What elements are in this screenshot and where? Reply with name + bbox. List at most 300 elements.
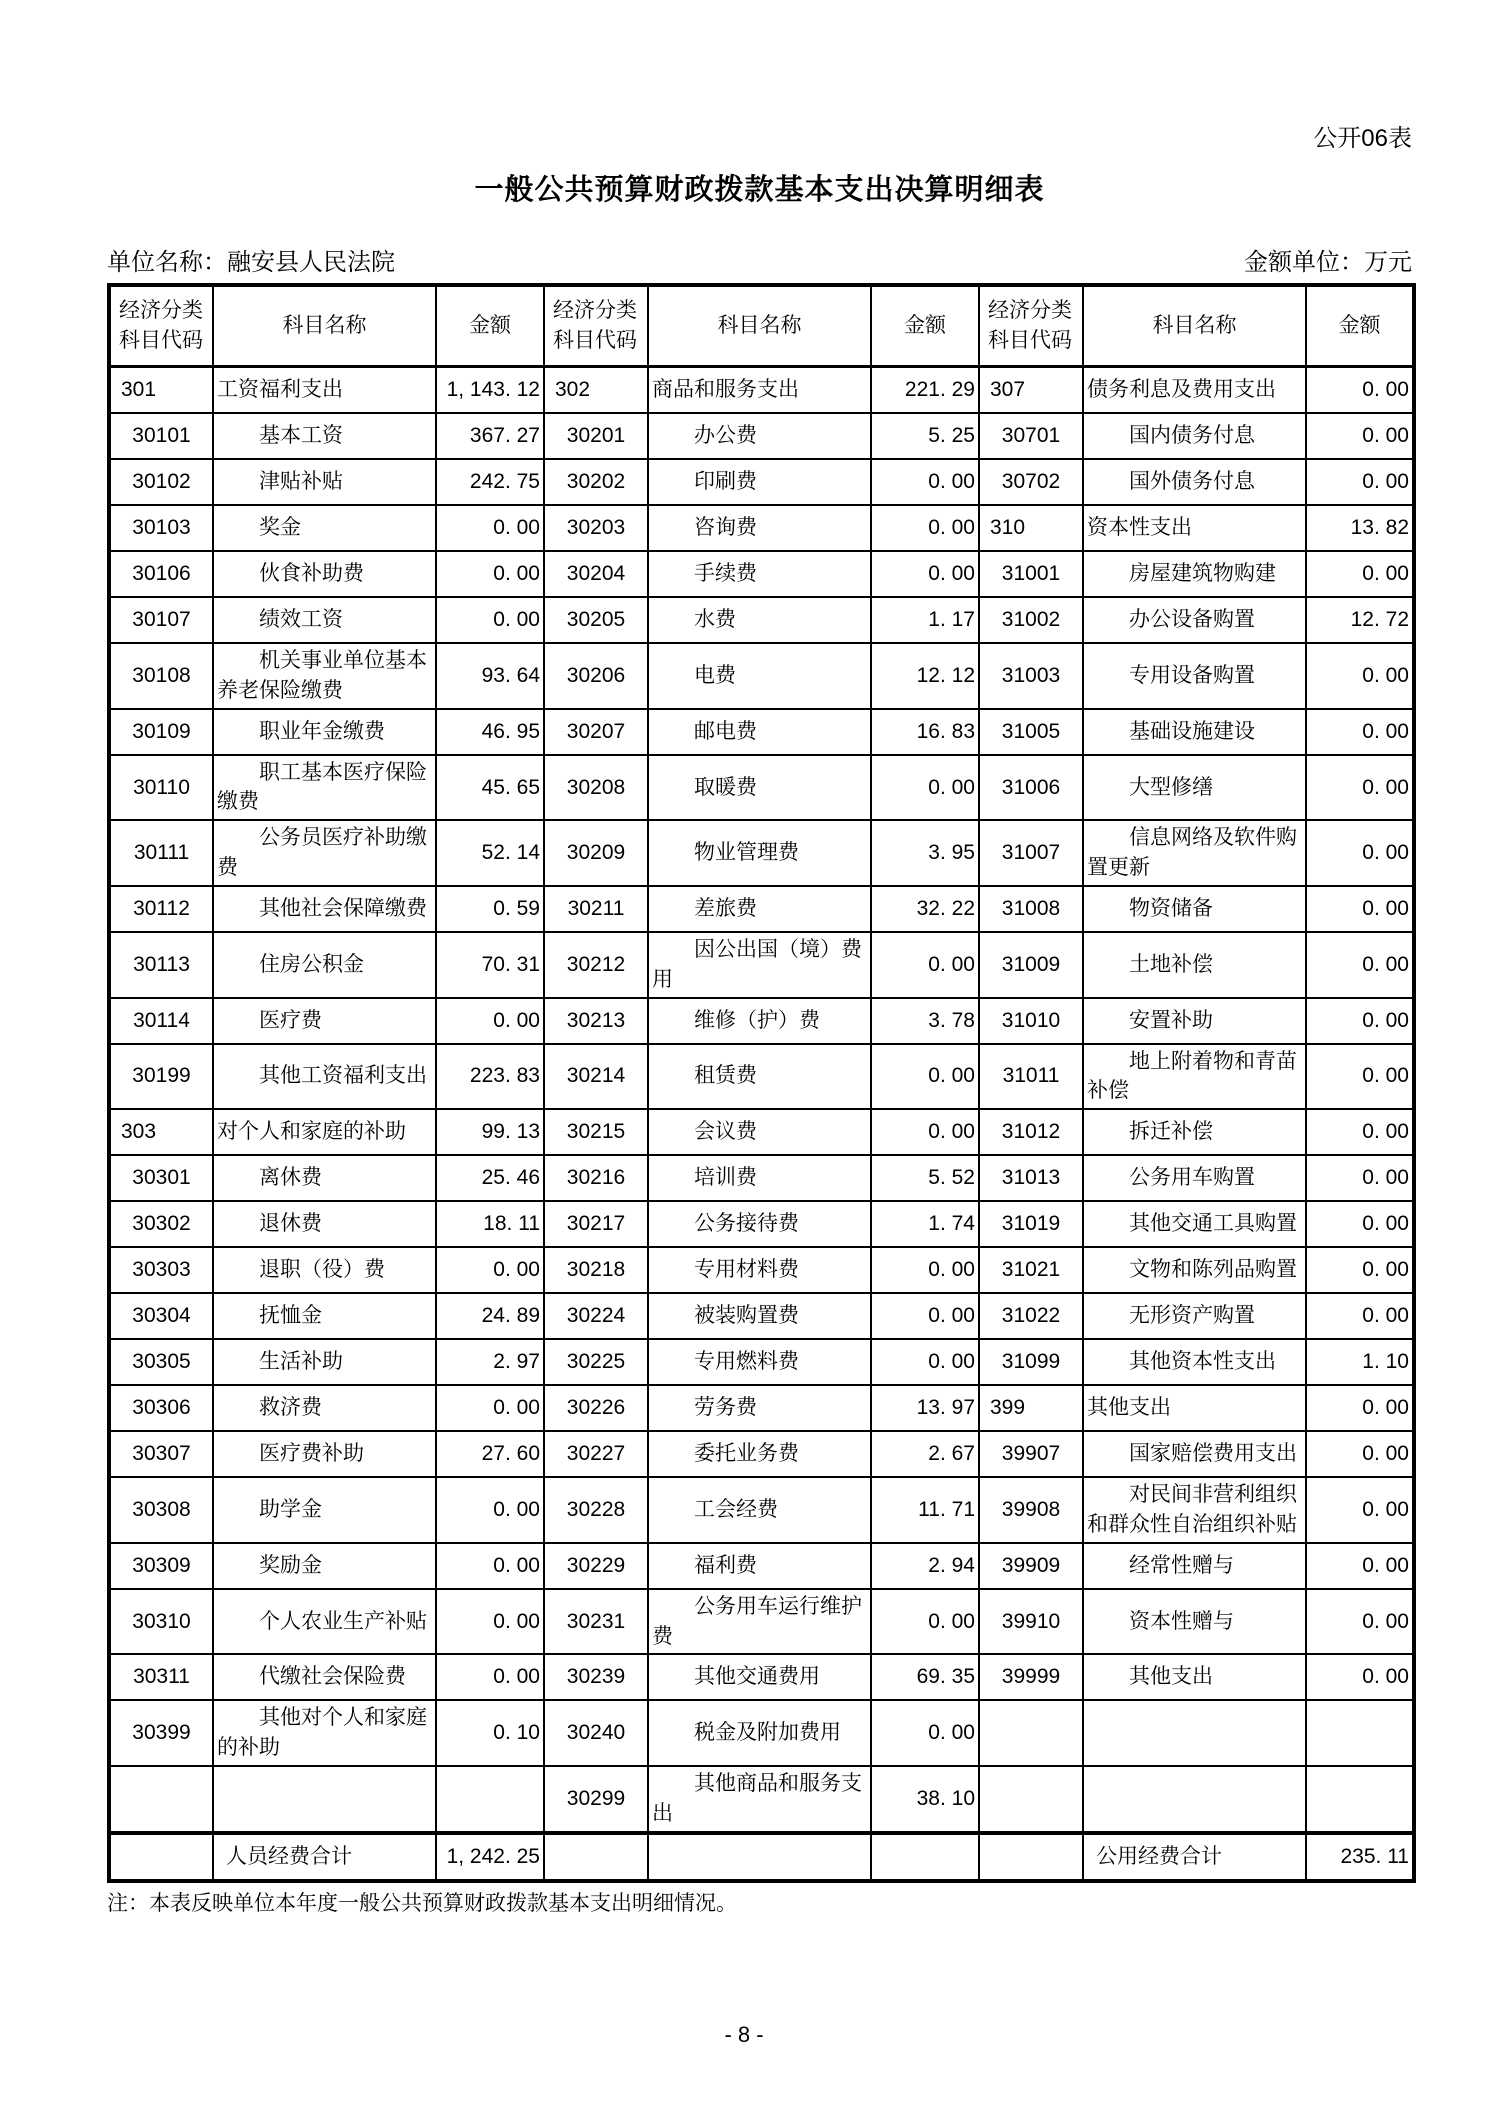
table-row <box>109 505 1414 551</box>
code-cell: 31099 <box>979 1339 1083 1385</box>
amount-cell: 46. 95 <box>436 709 544 755</box>
amount-cell: 2. 97 <box>436 1339 544 1385</box>
amount-cell: 0. 00 <box>871 1109 979 1155</box>
amount-cell: 0. 00 <box>871 505 979 551</box>
code-cell: 30218 <box>544 1247 648 1293</box>
amount-cell: 0. 00 <box>1306 1247 1414 1293</box>
amount-cell: 0. 00 <box>1306 820 1414 886</box>
subject-name-cell: 手续费 <box>648 551 871 597</box>
code-cell: 31013 <box>979 1155 1083 1201</box>
amount-cell: 0. 00 <box>436 1543 544 1589</box>
subject-name-cell <box>648 1833 871 1881</box>
code-cell: 30309 <box>109 1543 213 1589</box>
code-cell: 30208 <box>544 755 648 821</box>
table-row <box>109 1700 1414 1766</box>
code-cell: 30224 <box>544 1293 648 1339</box>
subject-name-cell: 被装购置费 <box>648 1293 871 1339</box>
amount-cell: 0. 00 <box>1306 1431 1414 1477</box>
code-cell: 31005 <box>979 709 1083 755</box>
code-cell: 30702 <box>979 459 1083 505</box>
code-cell: 39907 <box>979 1431 1083 1477</box>
subject-name-cell: 信息网络及软件购置更新 <box>1083 820 1306 886</box>
amount-cell: 0. 59 <box>436 886 544 932</box>
amount-cell: 3. 78 <box>871 998 979 1044</box>
amount-cell: 0. 00 <box>1306 1543 1414 1589</box>
subject-name-cell: 咨询费 <box>648 505 871 551</box>
amount-cell: 0. 00 <box>871 1339 979 1385</box>
code-cell: 30229 <box>544 1543 648 1589</box>
subject-name-cell: 公务用车购置 <box>1083 1155 1306 1201</box>
subject-name-cell: 税金及附加费用 <box>648 1700 871 1766</box>
subject-name-cell: 专用设备购置 <box>1083 643 1306 709</box>
amount-cell: 12. 12 <box>871 643 979 709</box>
amount-cell: 0. 00 <box>871 755 979 821</box>
subject-name-cell: 其他支出 <box>1083 1654 1306 1700</box>
code-cell: 303 <box>109 1109 213 1155</box>
subject-name-cell: 专用燃料费 <box>648 1339 871 1385</box>
subject-name-cell: 物业管理费 <box>648 820 871 886</box>
amount-cell: 0. 00 <box>1306 367 1414 414</box>
code-cell: 30399 <box>109 1700 213 1766</box>
amount-cell: 221. 29 <box>871 367 979 414</box>
amount-cell: 0. 00 <box>1306 1155 1414 1201</box>
amount-cell: 1, 143. 12 <box>436 367 544 414</box>
table-row <box>109 459 1414 505</box>
amount-cell: 0. 00 <box>436 505 544 551</box>
table-row <box>109 1766 1414 1833</box>
subject-name-cell: 公务用车运行维护费 <box>648 1589 871 1655</box>
code-cell: 30211 <box>544 886 648 932</box>
code-cell: 30199 <box>109 1044 213 1110</box>
amount-cell: 0. 00 <box>1306 1293 1414 1339</box>
code-cell: 30226 <box>544 1385 648 1431</box>
subject-name-cell: 医疗费补助 <box>213 1431 436 1477</box>
amount-cell: 1. 17 <box>871 597 979 643</box>
table-body <box>109 367 1414 1881</box>
table-row <box>109 1477 1414 1543</box>
code-cell: 30113 <box>109 932 213 998</box>
subject-name-cell: 救济费 <box>213 1385 436 1431</box>
amount-cell: 18. 11 <box>436 1201 544 1247</box>
table-row <box>109 998 1414 1044</box>
subject-name-cell: 邮电费 <box>648 709 871 755</box>
subject-name-cell: 公用经费合计 <box>1083 1833 1306 1881</box>
amount-cell: 235. 11 <box>1306 1833 1414 1881</box>
subject-name-cell: 经常性赠与 <box>1083 1543 1306 1589</box>
subject-name-cell: 职业年金缴费 <box>213 709 436 755</box>
code-cell: 30301 <box>109 1155 213 1201</box>
table-row <box>109 1431 1414 1477</box>
form-tag: 公开06表 <box>1313 125 1412 152</box>
amount-cell: 93. 64 <box>436 643 544 709</box>
code-cell <box>979 1700 1083 1766</box>
amount-cell: 0. 00 <box>871 1293 979 1339</box>
code-cell: 30101 <box>109 413 213 459</box>
code-cell: 30207 <box>544 709 648 755</box>
code-cell: 301 <box>109 367 213 414</box>
amount-cell: 2. 67 <box>871 1431 979 1477</box>
subject-name-cell: 电费 <box>648 643 871 709</box>
code-cell: 30307 <box>109 1431 213 1477</box>
amount-cell: 0. 00 <box>1306 459 1414 505</box>
subject-name-cell: 退休费 <box>213 1201 436 1247</box>
meta-row <box>107 242 1412 277</box>
amount-cell: 1, 242. 25 <box>436 1833 544 1881</box>
code-cell: 31008 <box>979 886 1083 932</box>
subject-name-cell: 拆迁补偿 <box>1083 1109 1306 1155</box>
amount-cell: 1. 10 <box>1306 1339 1414 1385</box>
code-cell: 30306 <box>109 1385 213 1431</box>
subject-name-cell: 公务员医疗补助缴费 <box>213 820 436 886</box>
amount-cell: 24. 89 <box>436 1293 544 1339</box>
header-code-1: 经济分类 科目代码 <box>109 285 213 367</box>
subject-name-cell: 基础设施建设 <box>1083 709 1306 755</box>
amount-cell: 11. 71 <box>871 1477 979 1543</box>
subject-name-cell: 其他支出 <box>1083 1385 1306 1431</box>
amount-cell: 52. 14 <box>436 820 544 886</box>
amount-cell: 0. 00 <box>436 1247 544 1293</box>
amount-unit: 金额单位：万元 <box>1244 249 1412 276</box>
code-cell: 31021 <box>979 1247 1083 1293</box>
amount-cell <box>436 1766 544 1833</box>
subject-name-cell: 奖金 <box>213 505 436 551</box>
table-row <box>109 367 1414 414</box>
subject-name-cell: 国内债务付息 <box>1083 413 1306 459</box>
amount-cell: 0. 00 <box>1306 1654 1414 1700</box>
subject-name-cell: 资本性支出 <box>1083 505 1306 551</box>
code-cell: 31002 <box>979 597 1083 643</box>
code-cell: 30228 <box>544 1477 648 1543</box>
code-cell: 30201 <box>544 413 648 459</box>
subject-name-cell: 抚恤金 <box>213 1293 436 1339</box>
amount-cell: 0. 00 <box>1306 755 1414 821</box>
amount-cell: 0. 00 <box>871 459 979 505</box>
amount-cell: 0. 00 <box>1306 1201 1414 1247</box>
subject-name-cell: 其他社会保障缴费 <box>213 886 436 932</box>
amount-cell: 70. 31 <box>436 932 544 998</box>
code-cell: 30304 <box>109 1293 213 1339</box>
subject-name-cell: 债务利息及费用支出 <box>1083 367 1306 414</box>
amount-cell: 99. 13 <box>436 1109 544 1155</box>
unit-name: 单位名称：融安县人民法院 <box>107 249 395 276</box>
amount-cell: 0. 00 <box>871 1247 979 1293</box>
subject-name-cell: 津贴补贴 <box>213 459 436 505</box>
amount-cell: 0. 00 <box>1306 1477 1414 1543</box>
table-row <box>109 551 1414 597</box>
table-row <box>109 1109 1414 1155</box>
amount-cell: 242. 75 <box>436 459 544 505</box>
subject-name-cell: 公务接待费 <box>648 1201 871 1247</box>
amount-cell: 38. 10 <box>871 1766 979 1833</box>
subject-name-cell: 福利费 <box>648 1543 871 1589</box>
code-cell: 30106 <box>109 551 213 597</box>
code-cell: 30205 <box>544 597 648 643</box>
code-cell: 30111 <box>109 820 213 886</box>
code-cell: 302 <box>544 367 648 414</box>
amount-cell: 0. 00 <box>436 998 544 1044</box>
subject-name-cell: 文物和陈列品购置 <box>1083 1247 1306 1293</box>
table-row <box>109 1155 1414 1201</box>
table-row <box>109 709 1414 755</box>
subject-name-cell: 其他交通工具购置 <box>1083 1201 1306 1247</box>
amount-cell: 25. 46 <box>436 1155 544 1201</box>
table-row <box>109 597 1414 643</box>
page-number: - 8 - <box>724 2022 764 2047</box>
subject-name-cell: 其他交通费用 <box>648 1654 871 1700</box>
amount-cell: 0. 00 <box>871 1044 979 1110</box>
subject-name-cell: 安置补助 <box>1083 998 1306 1044</box>
subject-name-cell: 会议费 <box>648 1109 871 1155</box>
subject-name-cell: 离休费 <box>213 1155 436 1201</box>
amount-cell: 13. 97 <box>871 1385 979 1431</box>
header-name-1: 科目名称 <box>213 285 436 367</box>
amount-cell: 12. 72 <box>1306 597 1414 643</box>
code-cell: 31019 <box>979 1201 1083 1247</box>
subject-name-cell: 个人农业生产补贴 <box>213 1589 436 1655</box>
code-cell: 31007 <box>979 820 1083 886</box>
subject-name-cell: 住房公积金 <box>213 932 436 998</box>
amount-cell: 0. 00 <box>436 1477 544 1543</box>
amount-cell: 5. 25 <box>871 413 979 459</box>
subject-name-cell: 医疗费 <box>213 998 436 1044</box>
code-cell: 31006 <box>979 755 1083 821</box>
amount-cell: 367. 27 <box>436 413 544 459</box>
subject-name-cell: 其他资本性支出 <box>1083 1339 1306 1385</box>
table-row <box>109 1589 1414 1655</box>
amount-cell: 0. 00 <box>1306 1385 1414 1431</box>
header-amount-3: 金额 <box>1306 285 1414 367</box>
code-cell: 30204 <box>544 551 648 597</box>
code-cell: 30108 <box>109 643 213 709</box>
subject-name-cell: 国外债务付息 <box>1083 459 1306 505</box>
code-cell: 307 <box>979 367 1083 414</box>
amount-cell <box>1306 1766 1414 1833</box>
subject-name-cell: 绩效工资 <box>213 597 436 643</box>
header-code-2: 经济分类 科目代码 <box>544 285 648 367</box>
amount-cell <box>1306 1700 1414 1766</box>
subject-name-cell: 商品和服务支出 <box>648 367 871 414</box>
table-row <box>109 1385 1414 1431</box>
subject-name-cell: 其他对个人和家庭的补助 <box>213 1700 436 1766</box>
code-cell: 30213 <box>544 998 648 1044</box>
code-cell: 30217 <box>544 1201 648 1247</box>
amount-cell: 0. 00 <box>436 1385 544 1431</box>
subject-name-cell: 租赁费 <box>648 1044 871 1110</box>
code-cell: 30225 <box>544 1339 648 1385</box>
code-cell: 39908 <box>979 1477 1083 1543</box>
code-cell: 30215 <box>544 1109 648 1155</box>
subject-name-cell: 办公设备购置 <box>1083 597 1306 643</box>
subject-name-cell: 伙食补助费 <box>213 551 436 597</box>
code-cell: 30107 <box>109 597 213 643</box>
header-code-3: 经济分类 科目代码 <box>979 285 1083 367</box>
subject-name-cell: 土地补偿 <box>1083 932 1306 998</box>
table-row <box>109 886 1414 932</box>
amount-cell: 0. 00 <box>1306 1109 1414 1155</box>
subject-name-cell: 取暖费 <box>648 755 871 821</box>
header-name-2: 科目名称 <box>648 285 871 367</box>
subject-name-cell: 印刷费 <box>648 459 871 505</box>
code-cell: 30240 <box>544 1700 648 1766</box>
amount-cell: 0. 00 <box>1306 643 1414 709</box>
subject-name-cell <box>213 1766 436 1833</box>
amount-cell: 0. 00 <box>436 1589 544 1655</box>
subject-name-cell: 职工基本医疗保险缴费 <box>213 755 436 821</box>
subject-name-cell <box>1083 1766 1306 1833</box>
code-cell: 30212 <box>544 932 648 998</box>
code-cell: 30310 <box>109 1589 213 1655</box>
table-row <box>109 1543 1414 1589</box>
code-cell: 30209 <box>544 820 648 886</box>
amount-cell: 32. 22 <box>871 886 979 932</box>
amount-cell: 0. 00 <box>871 551 979 597</box>
subject-name-cell: 地上附着物和青苗补偿 <box>1083 1044 1306 1110</box>
code-cell: 30305 <box>109 1339 213 1385</box>
table-row <box>109 413 1414 459</box>
table-row <box>109 1044 1414 1110</box>
amount-cell: 5. 52 <box>871 1155 979 1201</box>
subject-name-cell: 资本性赠与 <box>1083 1589 1306 1655</box>
code-cell: 30303 <box>109 1247 213 1293</box>
code-cell: 31003 <box>979 643 1083 709</box>
code-cell: 30227 <box>544 1431 648 1477</box>
amount-cell: 0. 00 <box>436 551 544 597</box>
code-cell: 39999 <box>979 1654 1083 1700</box>
code-cell: 31001 <box>979 551 1083 597</box>
amount-cell: 3. 95 <box>871 820 979 886</box>
subject-name-cell: 差旅费 <box>648 886 871 932</box>
table-row <box>109 820 1414 886</box>
amount-cell: 0. 00 <box>1306 932 1414 998</box>
subject-name-cell: 工会经费 <box>648 1477 871 1543</box>
amount-cell: 0. 00 <box>1306 886 1414 932</box>
subject-name-cell: 维修（护）费 <box>648 998 871 1044</box>
subject-name-cell: 培训费 <box>648 1155 871 1201</box>
footnote: 注：本表反映单位本年度一般公共预算财政拨款基本支出明细情况。 <box>107 1891 737 1915</box>
code-cell: 30110 <box>109 755 213 821</box>
table-row <box>109 643 1414 709</box>
amount-cell: 0. 00 <box>1306 1044 1414 1110</box>
amount-cell: 0. 00 <box>871 1589 979 1655</box>
amount-cell: 0. 00 <box>1306 1589 1414 1655</box>
amount-cell: 0. 00 <box>871 1700 979 1766</box>
code-cell: 30308 <box>109 1477 213 1543</box>
amount-cell: 16. 83 <box>871 709 979 755</box>
subject-name-cell: 因公出国（境）费用 <box>648 932 871 998</box>
subject-name-cell: 其他商品和服务支出 <box>648 1766 871 1833</box>
code-cell: 30202 <box>544 459 648 505</box>
page-title: 一般公共预算财政拨款基本支出决算明细表 <box>474 174 1045 206</box>
code-cell: 30231 <box>544 1589 648 1655</box>
amount-cell: 45. 65 <box>436 755 544 821</box>
table-row <box>109 1339 1414 1385</box>
amount-cell: 223. 83 <box>436 1044 544 1110</box>
table-row <box>109 755 1414 821</box>
amount-cell: 2. 94 <box>871 1543 979 1589</box>
code-cell: 30216 <box>544 1155 648 1201</box>
code-cell: 31011 <box>979 1044 1083 1110</box>
amount-cell: 0. 00 <box>1306 551 1414 597</box>
code-cell: 31022 <box>979 1293 1083 1339</box>
subject-name-cell: 对民间非营利组织和群众性自治组织补贴 <box>1083 1477 1306 1543</box>
code-cell: 31012 <box>979 1109 1083 1155</box>
subject-name-cell: 人员经费合计 <box>213 1833 436 1881</box>
subject-name-cell: 机关事业单位基本养老保险缴费 <box>213 643 436 709</box>
code-cell: 30214 <box>544 1044 648 1110</box>
subject-name-cell: 助学金 <box>213 1477 436 1543</box>
subject-name-cell: 代缴社会保险费 <box>213 1654 436 1700</box>
subject-name-cell: 国家赔偿费用支出 <box>1083 1431 1306 1477</box>
subject-name-cell: 基本工资 <box>213 413 436 459</box>
amount-cell: 1. 74 <box>871 1201 979 1247</box>
table-row <box>109 1201 1414 1247</box>
amount-cell: 69. 35 <box>871 1654 979 1700</box>
code-cell: 310 <box>979 505 1083 551</box>
amount-cell: 0. 00 <box>871 932 979 998</box>
amount-cell: 0. 00 <box>436 597 544 643</box>
code-cell <box>109 1766 213 1833</box>
subject-name-cell: 奖励金 <box>213 1543 436 1589</box>
code-cell <box>979 1833 1083 1881</box>
subject-name-cell: 工资福利支出 <box>213 367 436 414</box>
subject-name-cell: 对个人和家庭的补助 <box>213 1109 436 1155</box>
subject-name-cell: 专用材料费 <box>648 1247 871 1293</box>
subject-name-cell <box>1083 1700 1306 1766</box>
code-cell <box>979 1766 1083 1833</box>
subject-name-cell: 其他工资福利支出 <box>213 1044 436 1110</box>
subject-name-cell: 房屋建筑物购建 <box>1083 551 1306 597</box>
subject-name-cell: 委托业务费 <box>648 1431 871 1477</box>
amount-cell: 0. 00 <box>436 1654 544 1700</box>
code-cell: 31009 <box>979 932 1083 998</box>
code-cell: 30112 <box>109 886 213 932</box>
header-name-3: 科目名称 <box>1083 285 1306 367</box>
subject-name-cell: 办公费 <box>648 413 871 459</box>
table-row <box>109 1654 1414 1700</box>
amount-cell: 0. 00 <box>1306 998 1414 1044</box>
code-cell: 30302 <box>109 1201 213 1247</box>
subject-name-cell: 生活补助 <box>213 1339 436 1385</box>
code-cell <box>544 1833 648 1881</box>
amount-cell: 0. 00 <box>1306 709 1414 755</box>
code-cell <box>109 1833 213 1881</box>
budget-table <box>107 283 1416 1883</box>
subject-name-cell: 大型修缮 <box>1083 755 1306 821</box>
header-amount-2: 金额 <box>871 285 979 367</box>
amount-cell: 27. 60 <box>436 1431 544 1477</box>
total-row <box>109 1833 1414 1881</box>
amount-cell: 13. 82 <box>1306 505 1414 551</box>
code-cell: 30114 <box>109 998 213 1044</box>
table-header-row <box>109 285 1414 367</box>
table-row <box>109 1247 1414 1293</box>
subject-name-cell: 水费 <box>648 597 871 643</box>
amount-cell: 0. 00 <box>1306 413 1414 459</box>
subject-name-cell: 退职（役）费 <box>213 1247 436 1293</box>
amount-cell: 0. 10 <box>436 1700 544 1766</box>
code-cell: 30311 <box>109 1654 213 1700</box>
code-cell: 31010 <box>979 998 1083 1044</box>
code-cell: 30206 <box>544 643 648 709</box>
table-row <box>109 932 1414 998</box>
header-amount-1: 金额 <box>436 285 544 367</box>
code-cell: 39910 <box>979 1589 1083 1655</box>
subject-name-cell: 劳务费 <box>648 1385 871 1431</box>
code-cell: 30109 <box>109 709 213 755</box>
code-cell: 30239 <box>544 1654 648 1700</box>
code-cell: 399 <box>979 1385 1083 1431</box>
table-row <box>109 1293 1414 1339</box>
